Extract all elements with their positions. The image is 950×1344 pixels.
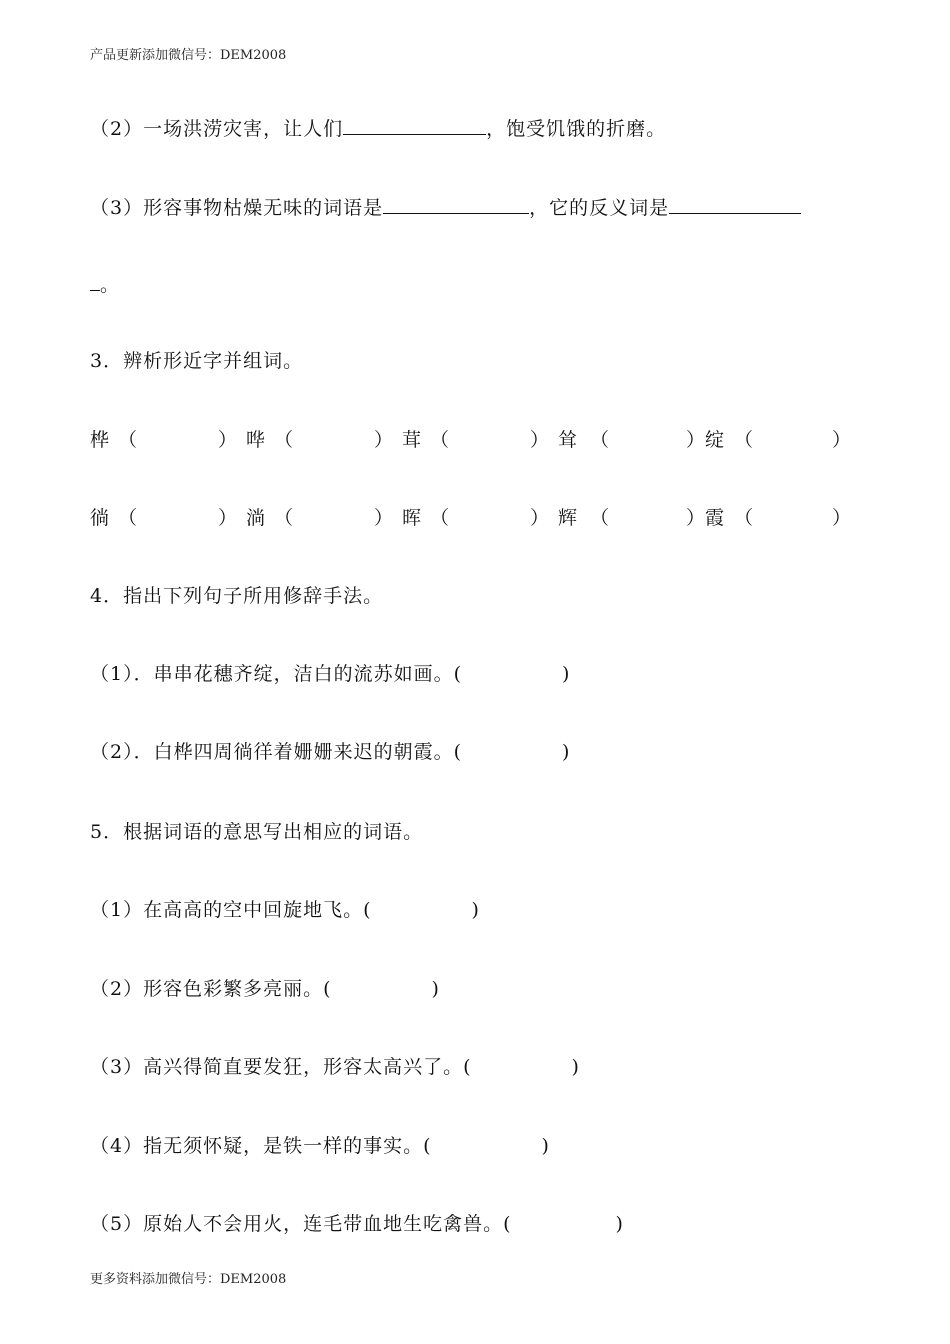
q2-item-3-blank-1[interactable] bbox=[383, 195, 529, 214]
q5-title: 5．根据词语的意思写出相应的词语。 bbox=[90, 821, 424, 843]
q5-item-4 bbox=[90, 1131, 550, 1158]
q4-item-1 bbox=[90, 659, 570, 686]
q5-item-3-text: （3）高兴得简直要发狂，形容太高兴了。( bbox=[90, 1056, 472, 1078]
q3-row1-char-5: 绽 bbox=[705, 429, 725, 451]
q4-item-2-close: ) bbox=[562, 741, 571, 763]
page-header: 产品更新添加微信号：DEM2008 bbox=[90, 48, 287, 63]
q3-row1-open-1: （ bbox=[118, 429, 138, 451]
q5-item-1-close: ) bbox=[471, 899, 480, 921]
q3-row1-char-3: 茸 bbox=[402, 429, 422, 451]
q2-item-2-text-b: ，饱受饥饿的折磨。 bbox=[486, 118, 667, 140]
q3-row2-char-1: 徜 bbox=[90, 507, 110, 529]
q5-item-5 bbox=[90, 1209, 624, 1236]
q5-item-3 bbox=[90, 1052, 580, 1079]
q3-row1-char-1: 桦 bbox=[90, 429, 110, 451]
q3-row2-close-4: ） bbox=[686, 507, 706, 529]
q5-item-2-text: （2）形容色彩繁多亮丽。( bbox=[90, 978, 332, 1000]
q3-row2-open-5: （ bbox=[734, 507, 754, 529]
q5-item-3-close: ) bbox=[571, 1056, 580, 1078]
q5-item-1-text: （1）在高高的空中回旋地飞。( bbox=[90, 899, 372, 921]
q3-row2-open-1: （ bbox=[118, 507, 138, 529]
q3-row1-open-5: （ bbox=[734, 429, 754, 451]
q5-item-2 bbox=[90, 974, 440, 1001]
q2-item-3-text-a: （3）形容事物枯燥无味的词语是 bbox=[90, 197, 384, 219]
q5-item-1 bbox=[90, 895, 480, 922]
q5-item-2-close: ) bbox=[431, 978, 440, 1000]
q4-item-2 bbox=[90, 737, 570, 764]
q3-row1-close-4: ） bbox=[686, 429, 706, 451]
page-footer: 更多资料添加微信号：DEM2008 bbox=[90, 1272, 287, 1287]
q3-row2-open-3: （ bbox=[430, 507, 450, 529]
q3-row1-char-2: 哗 bbox=[246, 429, 266, 451]
q3-row2-close-5: ） bbox=[832, 507, 852, 529]
q2-item-3-wrap bbox=[90, 270, 120, 297]
q3-row2-char-5: 霞 bbox=[705, 507, 725, 529]
q2-item-3-blank-2-cont[interactable] bbox=[90, 272, 100, 291]
q5-item-5-text: （5）原始人不会用火，连毛带血地生吃禽兽。( bbox=[90, 1213, 512, 1235]
q2-item-2 bbox=[90, 114, 666, 141]
q3-row2-open-4: （ bbox=[590, 507, 610, 529]
q2-item-3-blank-2[interactable] bbox=[669, 195, 801, 214]
q2-item-3-text-c: 。 bbox=[100, 274, 121, 296]
q3-row2-char-3: 晖 bbox=[402, 507, 422, 529]
q3-row1-open-2: （ bbox=[274, 429, 294, 451]
q2-item-3 bbox=[90, 193, 801, 220]
q3-row1-char-4: 耸 bbox=[558, 429, 578, 451]
q3-title: 3．辨析形近字并组词。 bbox=[90, 350, 304, 372]
q3-row2-close-2: ） bbox=[374, 507, 394, 529]
q4-item-2-text: （2）．白桦四周徜徉着姗姗来迟的朝霞。( bbox=[90, 741, 463, 763]
q3-row1-close-2: ） bbox=[374, 429, 394, 451]
q3-row2-close-1: ） bbox=[218, 507, 238, 529]
q3-row1-close-5: ） bbox=[832, 429, 852, 451]
q3-row2-char-4: 辉 bbox=[558, 507, 578, 529]
q3-row1-open-3: （ bbox=[430, 429, 450, 451]
q5-item-4-text: （4）指无须怀疑，是铁一样的事实。( bbox=[90, 1135, 432, 1157]
q3-row2-open-2: （ bbox=[274, 507, 294, 529]
q5-item-5-close: ) bbox=[615, 1213, 624, 1235]
q3-row1-close-3: ） bbox=[530, 429, 550, 451]
q4-item-1-close: ) bbox=[562, 663, 571, 685]
q3-row2-char-2: 淌 bbox=[246, 507, 266, 529]
q2-item-2-text-a: （2）一场洪涝灾害，让人们 bbox=[90, 118, 344, 140]
q3-row1-open-4: （ bbox=[590, 429, 610, 451]
q4-item-1-text: （1）．串串花穗齐绽，洁白的流苏如画。( bbox=[90, 663, 463, 685]
q4-title: 4．指出下列句子所用修辞手法。 bbox=[90, 585, 384, 607]
q3-row1-close-1: ） bbox=[218, 429, 238, 451]
q2-item-3-text-b: ，它的反义词是 bbox=[529, 197, 670, 219]
q5-item-4-close: ) bbox=[541, 1135, 550, 1157]
q3-row2-close-3: ） bbox=[530, 507, 550, 529]
q2-item-2-blank[interactable] bbox=[343, 116, 486, 135]
